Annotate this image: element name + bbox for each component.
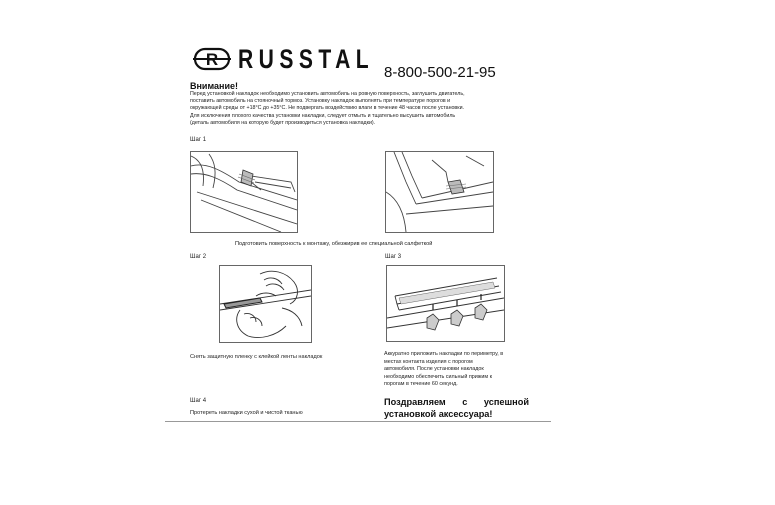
step3-line: местах контакта изделия с порогом [384, 358, 473, 365]
step1-caption: Подготовить поверхность к монтажу, обезжирив ее специальной салфеткой [235, 241, 433, 247]
brand-name: RUSSTAL [238, 44, 375, 74]
warning-line: Для исключения плохого качества установки накладки, следует отмыть и тщательно высушить автомобиль [190, 112, 456, 119]
warning-line: поставить автомобиль на стояночный тормоз. Установку накладок выполнять при температуре порогов и [190, 98, 451, 105]
logo-mark-letter: R [205, 50, 219, 69]
congrats-line-2: установкой аксессуара! [384, 408, 493, 419]
step2-figure [219, 265, 312, 343]
step3-text [384, 351, 529, 389]
sill-cleaning-illustration-left [191, 152, 297, 232]
step2-caption: Снять защитную пленку с клейкой ленты накладок [190, 354, 323, 360]
step1-figure-right [385, 151, 494, 233]
warning-line: окружающей среды от +18°C до +35°C. Не подвергать воздействию влаги в течение 48 часов после установки. [190, 105, 464, 112]
step1-label: Шаг 1 [190, 137, 207, 143]
warning-text [190, 91, 535, 127]
step3-figure [386, 265, 505, 342]
step3-label: Шаг 3 [385, 254, 402, 260]
step4-label: Шаг 4 [190, 398, 207, 404]
warning-line: Перед установкой накладок необходимо установить автомобиль на ровную поверхность, заглушить двигатель, [190, 91, 465, 97]
congrats-line-1: Поздравляем с успешной [384, 397, 529, 407]
step1-figure-left [190, 151, 298, 233]
warning-line: (деталь автомобиля на которую будет производиться установка накладки). [190, 119, 376, 126]
step3-line: необходимо обеспечить сильный прижим к [384, 373, 492, 380]
step3-line: порогам в течение 60 секунд. [384, 381, 458, 388]
step4-caption: Протереть накладки сухой и чистой тканью [190, 410, 303, 416]
congrats-message [384, 397, 529, 420]
pressing-sill-plate-illustration [387, 266, 504, 341]
phone-number: 8-800-500-21-95 [384, 64, 496, 81]
step2-label: Шаг 2 [190, 254, 207, 260]
hands-peeling-film-illustration [220, 266, 311, 342]
bottom-divider [165, 421, 551, 422]
brand-logo-icon [193, 45, 231, 73]
warning-title: Внимание! [190, 81, 238, 91]
step3-line: автомобиля. После установки накладок [384, 366, 484, 373]
step3-line: Аккуратно приложить накладки по периметру, в [384, 351, 504, 357]
sill-cleaning-illustration-right [386, 152, 493, 232]
